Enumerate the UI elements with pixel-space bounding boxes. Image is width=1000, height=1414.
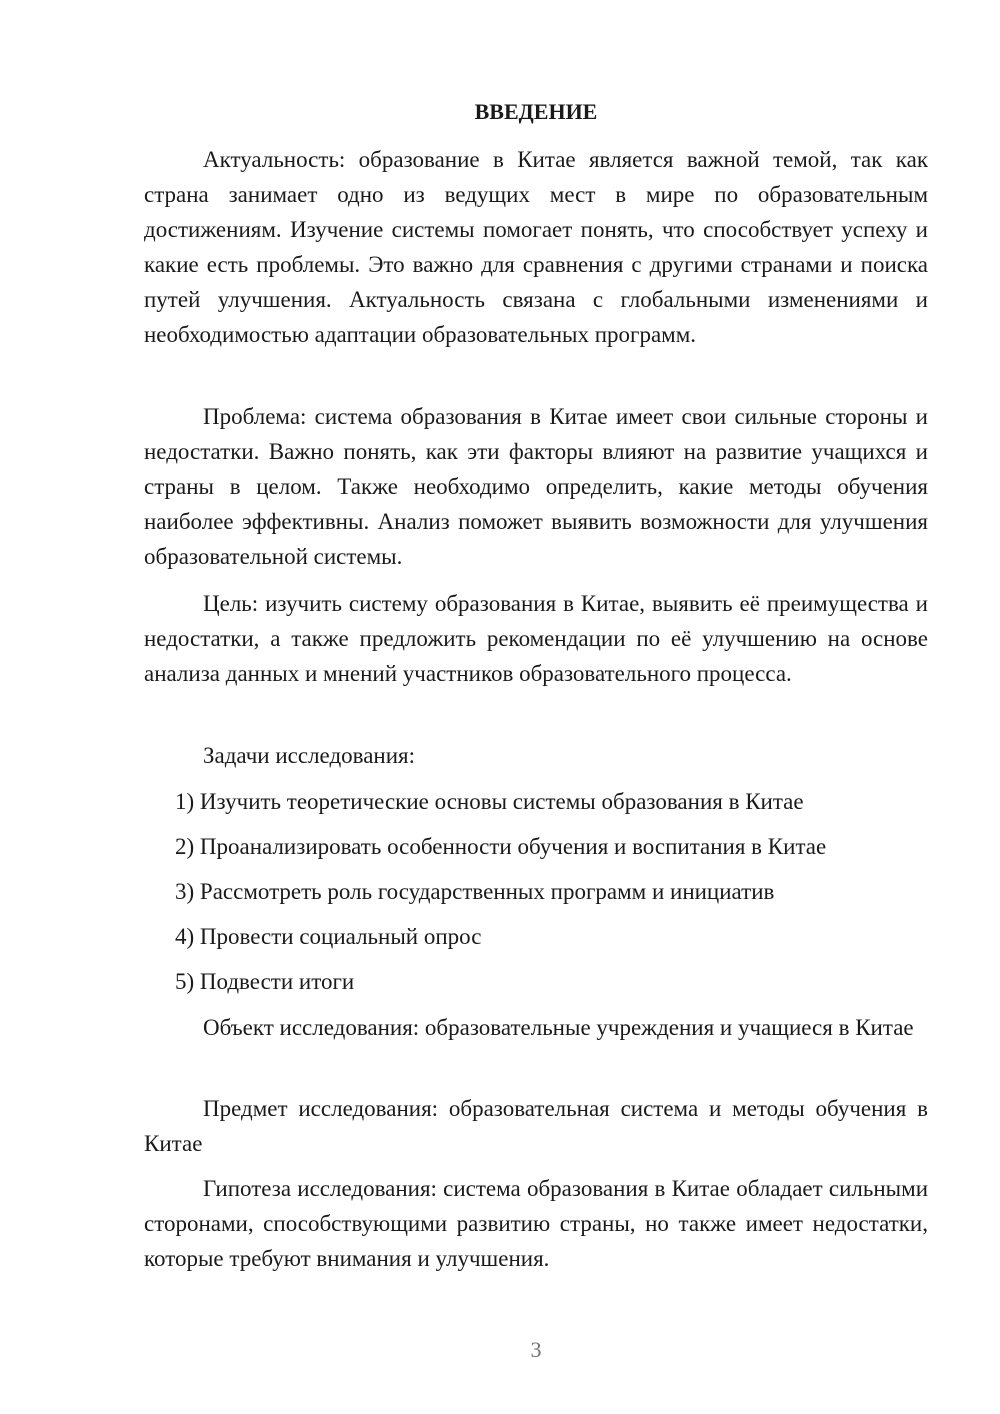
relevance-paragraph: Актуальность: образование в Китае является важной темой, так как страна занимает одно из ведущих мест в мире по образовательным достижениям. Изучение системы помогает понять, что способствует успеху и какие есть проблемы. Это важно для сравнения с другими странами и поиска путей улучшения. Актуальность связана с глобальными изменениями и необходимостью адаптации образовательных программ.	[144, 147, 928, 347]
list-item: 2) Проанализировать особенности обучения и воспитания в Китае	[175, 834, 827, 859]
list-item: 4) Провести социальный опрос	[175, 924, 482, 949]
goal-paragraph: Цель: изучить систему образования в Китае, выявить её преимущества и недостатки, а также предложить рекомендации по её улучшению на основе анализа данных и мнений участников образовательного процесса.	[144, 591, 928, 686]
problem-paragraph: Проблема: система образования в Китае имеет свои сильные стороны и недостатки. Важно понять, как эти факторы влияют на развитие учащихся и страны в целом. Также необходимо определить, какие методы обучения наиболее эффективны. Анализ поможет выявить возможности для улучшения образовательной системы.	[144, 404, 928, 569]
page-number: 3	[530, 1337, 542, 1362]
object-paragraph: Объект исследования: образовательные учреждения и учащиеся в Китае	[203, 1015, 914, 1040]
subject-paragraph: Предмет исследования: образовательная система и методы обучения в Китае	[144, 1096, 928, 1156]
tasks-heading: Задачи исследования:	[203, 743, 416, 768]
list-item: 1) Изучить теоретические основы системы образования в Китае	[175, 789, 804, 814]
list-item: 5) Подвести итоги	[175, 969, 355, 994]
list-item: 3) Рассмотреть роль государственных программ и инициатив	[175, 879, 775, 904]
hypothesis-paragraph: Гипотеза исследования: система образования в Китае обладает сильными сторонами, способствующими развитию страны, но также имеет недостатки, которые требуют внимания и улучшения.	[144, 1176, 928, 1271]
page-title: ВВЕДЕНИЕ	[474, 99, 598, 124]
